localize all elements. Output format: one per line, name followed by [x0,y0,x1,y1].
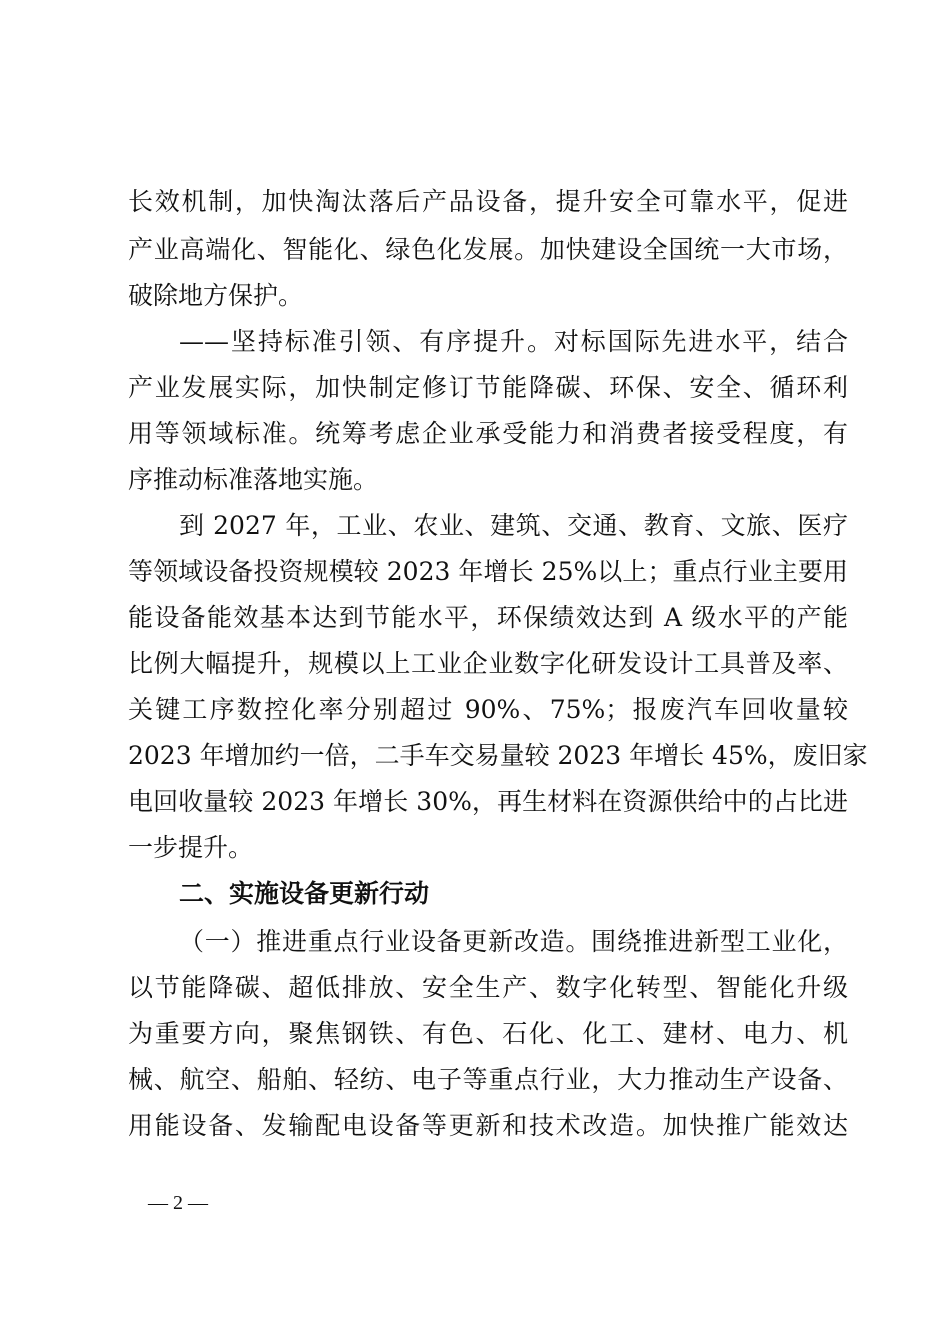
paragraph-line: 破除地方保护。 [128,281,304,310]
paragraph-line: （一）推进重点行业设备更新改造。围绕推进新型工业化， [179,927,848,956]
paragraph-line: ——坚持标准引领、有序提升。对标国际先进水平，结合 [179,327,848,356]
paragraph-line: 一步提升。 [128,833,254,862]
paragraph-line: 械、航空、船舶、轻纺、电子等重点行业，大力推动生产设备、 [128,1065,848,1094]
paragraph-line: 用能设备、发输配电设备等更新和技术改造。加快推广能效达 [128,1111,848,1140]
paragraph-line: 等领域设备投资规模较 2023 年增长 25%以上；重点行业主要用 [128,557,848,586]
paragraph-line: 能设备能效基本达到节能水平，环保绩效达到 A 级水平的产能 [128,603,848,632]
paragraph-line: 用等领域标准。统筹考虑企业承受能力和消费者接受程度，有 [128,419,848,448]
paragraph-line: 以节能降碳、超低排放、安全生产、数字化转型、智能化升级 [128,973,848,1002]
paragraph-line: 比例大幅提升，规模以上工业企业数字化研发设计工具普及率、 [128,649,848,678]
section-heading: 二、实施设备更新行动 [179,879,430,908]
paragraph-line: 长效机制，加快淘汰落后产品设备，提升安全可靠水平，促进 [128,187,848,216]
paragraph-line: 关键工序数控化率分别超过 90%、75%；报废汽车回收量较 [128,695,848,724]
paragraph-line: 为重要方向，聚焦钢铁、有色、石化、化工、建材、电力、机 [128,1019,848,1048]
paragraph-line: 序推动标准落地实施。 [128,465,379,494]
paragraph-line: 到 2027 年，工业、农业、建筑、交通、教育、文旅、医疗 [179,511,848,540]
paragraph-line: 产业发展实际，加快制定修订节能降碳、环保、安全、循环利 [128,373,848,402]
paragraph-line: 2023 年增加约一倍，二手车交易量较 2023 年增长 45%，废旧家 [128,741,868,770]
paragraph-line: 产业高端化、智能化、绿色化发展。加快建设全国统一大市场， [128,235,848,264]
page-number: — 2 — [148,1192,208,1214]
paragraph-line: 电回收量较 2023 年增长 30%，再生材料在资源供给中的占比进 [128,787,848,816]
